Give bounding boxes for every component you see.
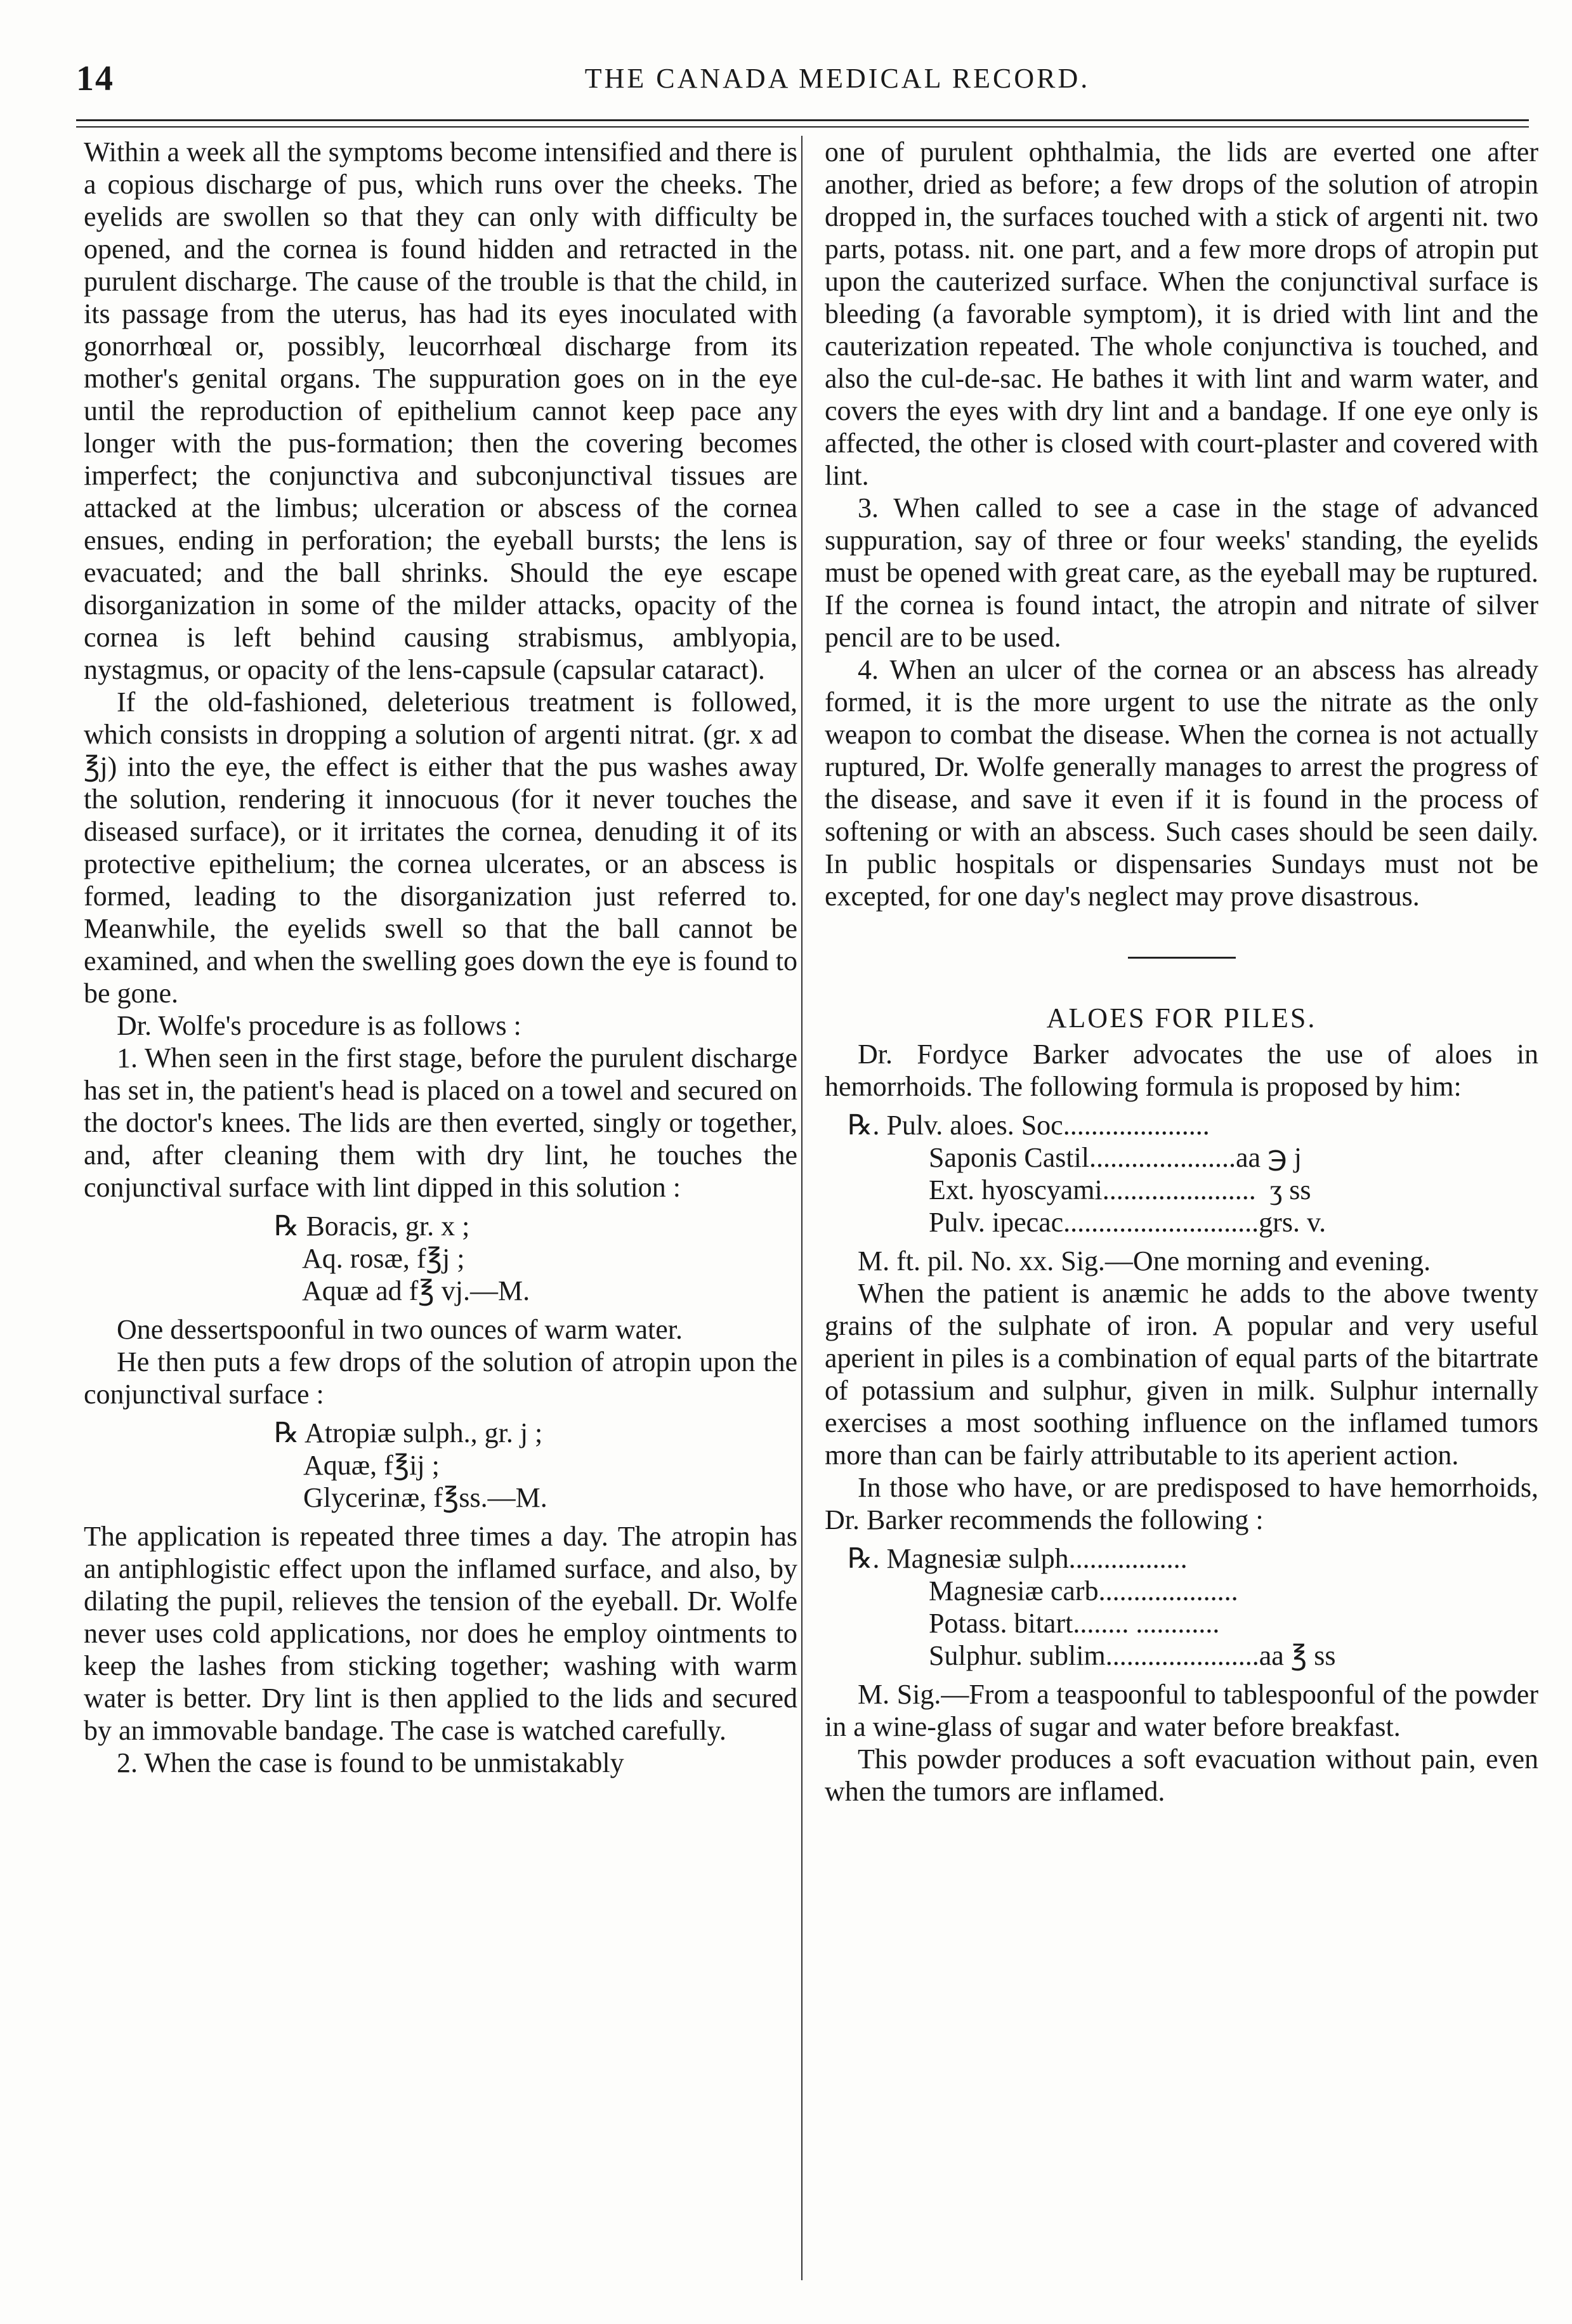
paragraph: M. Sig.—From a teaspoonful to tablespoonful of the powder in a wine-glass of sugar and water before breakfast. <box>825 1679 1538 1742</box>
prescription-boracis <box>84 1210 797 1307</box>
prescription-aloes <box>825 1109 1538 1238</box>
running-title: THE CANADA MEDICAL RECORD. <box>584 63 1091 94</box>
left-column <box>84 136 797 1779</box>
prescription-line: Pulv. ipecac............................grs. v. <box>929 1207 1326 1238</box>
page-number: 14 <box>76 59 114 98</box>
paragraph: Dr. Wolfe's procedure is as follows : <box>117 1010 521 1041</box>
prescription-line: ℞. Magnesiæ sulph................. <box>848 1543 1188 1574</box>
prescription-line: Magnesiæ carb.................... <box>929 1575 1238 1606</box>
paragraph: 3. When called to see a case in the stage of advanced suppuration, say of three or four weeks' standing, the eyelids must be opened with great care, as the eyeball may be ruptured. If the cornea is found intact, the atropin and nitrate of silver pencil are to be used. <box>825 492 1538 653</box>
paragraph: Within a week all the symptoms become intensified and there is a copious discharge of pus, which runs over the cheeks. The eyelids are swollen so that they can only with difficulty be opened, and the cornea is found hidden and retracted in the purulent discharge. The cause of the trouble is that the child, in its passage from the uterus, has had its eyes inoculated with gonorrhœal or, possibly, leucorrhœal discharge from its mother's genital organs. The suppuration goes on in the eye until the reproduction of epithelium cannot keep pace any longer with the pus-formation; then the covering becomes imperfect; the conjunctiva and subconjunctival tissues are attacked at the limbus; ulceration or abscess of the cornea ensues, ending in perforation; the eyeball bursts; the lens is evacuated; and the ball shrinks. Should the eye escape disorganization in some of the milder attacks, opacity of the cornea is left behind causing strabismus, amblyopia, nystagmus, or opacity of the lens-capsule (capsular cataract). <box>84 136 797 685</box>
prescription-line: ℞ Boracis, gr. x ; <box>274 1211 470 1242</box>
prescription-line: Ext. hyoscyami...................... ʒ ss <box>929 1174 1311 1205</box>
prescription-line: Saponis Castil.....................aa ℈ j <box>929 1142 1302 1173</box>
paragraph: One dessertspoonful in two ounces of warm water. <box>117 1314 683 1345</box>
prescription-line: Sulphur. sublim......................aa ℥ ss <box>929 1640 1336 1671</box>
section-divider <box>1128 957 1236 959</box>
prescription-line: Aquæ, f℥ij ; <box>303 1450 440 1481</box>
paragraph: The application is repeated three times a day. The atropin has an antiphlogistic effect upon the inflamed surface, and also, by dilating the pupil, relieves the tension of the eyeball. Dr. Wolfe never uses cold applications, nor does he employ ointments to keep the lashes from sticking together; washing with warm water is better. Dry lint is then applied to the lids and secured by an immovable bandage. The case is watched carefully. <box>84 1521 797 1746</box>
paragraph: 1. When seen in the first stage, before the purulent discharge has set in, the patient's head is placed on a towel and secured on the doctor's knees. The lids are then everted, singly or together, and, after cleaning them with dry lint, he touches the conjunctival surface with lint dipped in this solution : <box>84 1042 797 1203</box>
column-divider <box>801 136 802 2280</box>
page-header <box>76 58 1497 115</box>
prescription-line: Potass. bitart........ ............ <box>929 1608 1220 1639</box>
paragraph: When the patient is anæmic he adds to the above twenty grains of the sulphate of iron. A popular and very useful aperient in piles is a combination of equal parts of the bitartrate of potassium and sulphur, given in milk. Sulphur internally exercises a most soothing influence on the inflamed tumors more than can be fairly attributable to its aperient action. <box>825 1278 1538 1471</box>
paragraph: He then puts a few drops of the solution of atropin upon the conjunctival surface : <box>84 1346 797 1410</box>
prescription-line: Aquæ ad f℥ vj.—M. <box>302 1275 530 1306</box>
prescription-line: Aq. rosæ, f℥j ; <box>302 1243 465 1274</box>
paragraph: one of purulent ophthalmia, the lids are everted one after another, dried as before; a few drops of the solution of atropin dropped in, the surfaces touched with a stick of argenti nit. two parts, potass. nit. one part, and a few more drops of atropin put upon the cauterized surface. When the conjunctival surface is bleeding (a favorable symptom), it is dried with lint and the cauterization repeated. The whole conjunctiva is touched, and also the cul-de-sac. He bathes it with lint and warm water, and covers the eyes with dry lint and a bandage. If one eye only is affected, the other is closed with court-plaster and covered with lint. <box>825 136 1538 491</box>
paragraph: 4. When an ulcer of the cornea or an abscess has already formed, it is the more urgent to use the nitrate as the only weapon to combat the disease. When the cornea is not actually ruptured, Dr. Wolfe generally manages to arrest the progress of the disease, and save it even if it is found in the process of softening or with an abscess. Such cases should be seen daily. In public hospitals or dispensaries Sundays must not be excepted, for one day's neglect may prove disastrous. <box>825 654 1538 912</box>
paragraph: M. ft. pil. No. xx. Sig.—One morning and evening. <box>858 1245 1431 1277</box>
paragraph: This powder produces a soft evacuation without pain, even when the tumors are inflamed. <box>825 1743 1538 1807</box>
paragraph: If the old-fashioned, deleterious treatment is followed, which consists in dropping a solution of argenti nitrat. (gr. x ad ℥j) into the eye, the effect is either that the pus washes away the solution, rendering it innocuous (for it never touches the diseased surface), or it irritates the cornea, denuding it of its protective epithelium; the cornea ulcerates, or an abscess is formed, leading to the disorganization just referred to. Meanwhile, the eyelids swell so that the ball cannot be examined, and when the swelling goes down the eye is found to be gone. <box>84 686 797 1009</box>
prescription-atropin <box>84 1417 797 1514</box>
paragraph: In those who have, or are predisposed to have hemorrhoids, Dr. Barker recommends the following : <box>825 1472 1538 1535</box>
header-double-rule <box>76 119 1529 128</box>
prescription-line: ℞. Pulv. aloes. Soc..................... <box>848 1110 1210 1141</box>
right-column <box>825 136 1538 1808</box>
prescription-line: ℞ Atropiæ sulph., gr. j ; <box>274 1417 543 1448</box>
prescription-line: Glycerinæ, f℥ss.—M. <box>303 1482 547 1513</box>
paragraph: 2. When the case is found to be unmistakably <box>117 1747 624 1778</box>
section-heading: ALOES FOR PILES. <box>1046 1002 1317 1034</box>
paragraph: Dr. Fordyce Barker advocates the use of aloes in hemorrhoids. The following formula is proposed by him: <box>825 1039 1538 1102</box>
prescription-magnesia <box>825 1542 1538 1672</box>
